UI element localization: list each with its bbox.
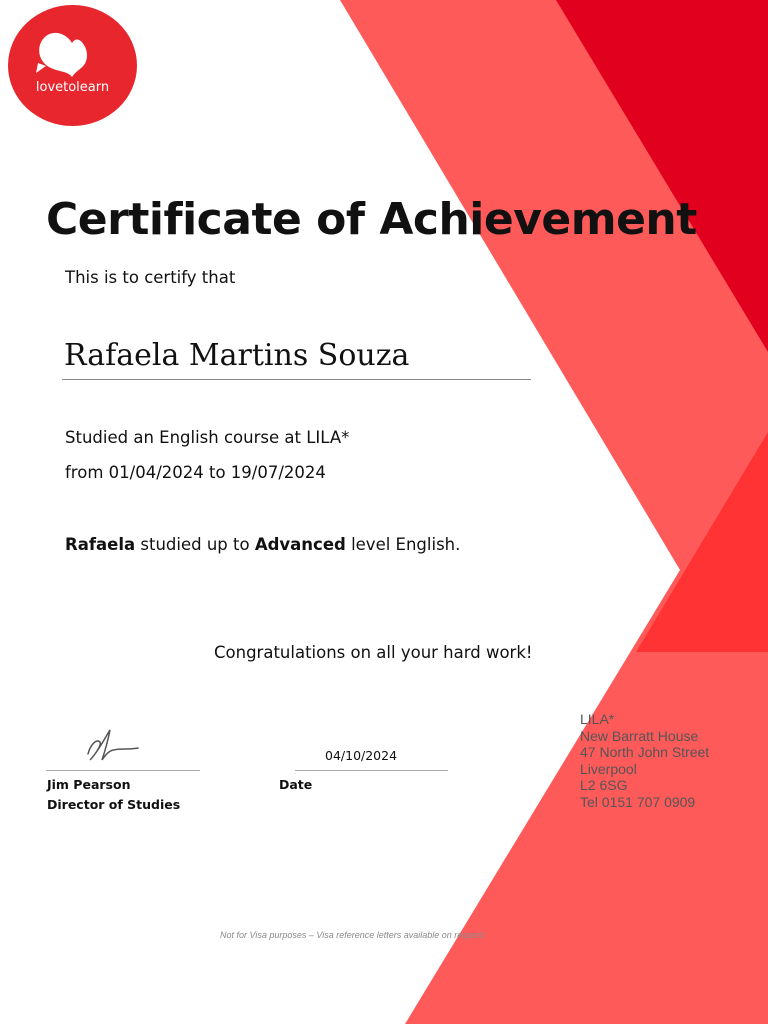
recipient-name: Rafaela Martins Souza (64, 338, 410, 373)
name-underline (62, 379, 531, 380)
certificate-title: Certificate of Achievement (46, 194, 697, 245)
footnote: Not for Visa purposes – Visa reference letters available on request (220, 930, 485, 940)
date-line (295, 770, 448, 771)
svg-text:*: * (91, 38, 105, 68)
address-line: 47 North John Street (580, 744, 710, 760)
lovetolearn-logo (8, 5, 137, 126)
speech-heart-icon (8, 5, 137, 126)
signature-line (46, 770, 200, 771)
level-line (65, 535, 460, 554)
date-label: Date (279, 777, 313, 792)
signature (80, 724, 150, 766)
address-line: New Barratt House (580, 727, 699, 744)
congratulations-text: Congratulations on all your hard work! (214, 643, 533, 662)
date-value: 04/10/2024 (325, 748, 398, 763)
level-end-text: level English. (345, 535, 461, 554)
signatory-name: Jim Pearson (47, 777, 131, 792)
address-block (580, 711, 709, 810)
logo-text: lovetolearn (35, 80, 110, 95)
address-line: Tel 0151 707 0909 (580, 793, 696, 810)
level-first-name: Rafaela (65, 535, 136, 554)
address-line: L2 6SG (580, 777, 628, 793)
level-value: Advanced (254, 535, 346, 554)
address-line: LILA* (580, 711, 615, 727)
level-middle-text: studied up to (135, 535, 255, 554)
signatory-role: Director of Studies (47, 797, 181, 812)
intro-text: This is to certify that (65, 268, 236, 287)
date-range-line: from 01/04/2024 to 19/07/2024 (65, 463, 326, 482)
address-line: Liverpool (580, 760, 637, 777)
course-line: Studied an English course at LILA* (65, 428, 350, 447)
